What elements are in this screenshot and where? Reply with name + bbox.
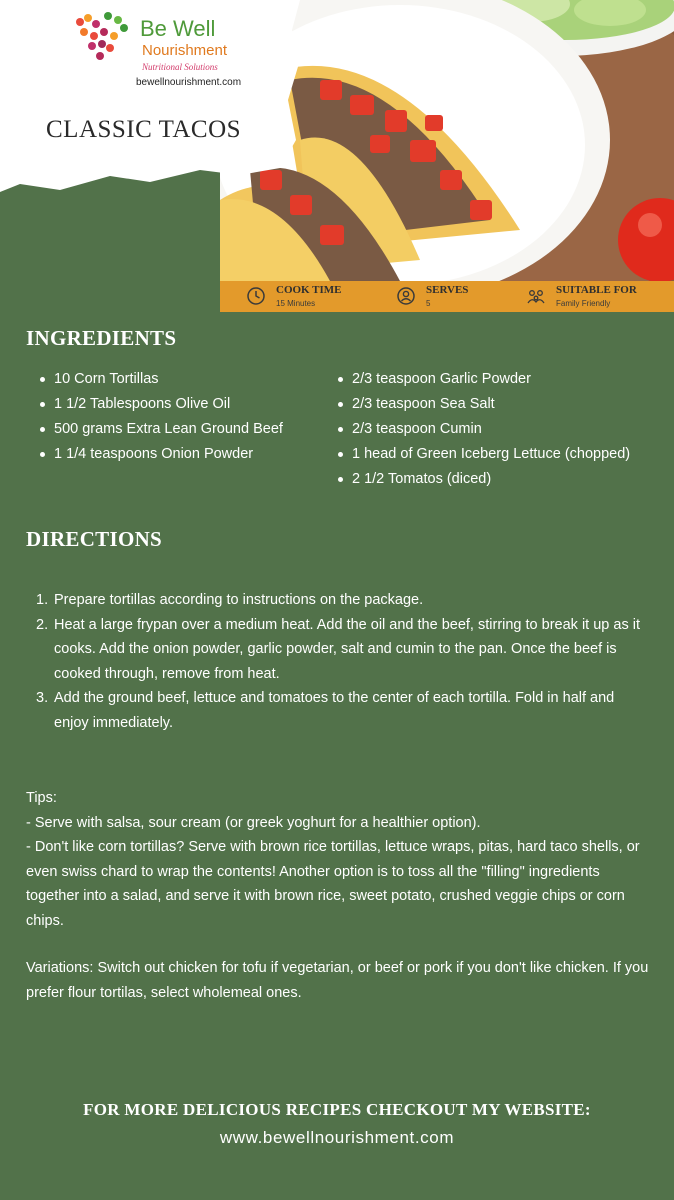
clock-icon (246, 286, 266, 306)
ingredients-list-left (38, 367, 283, 467)
tip-item: - Don't like corn tortillas? Serve with brown rice tortillas, lettuce wraps, pitas, hard taco shells, or even swiss chard to wrap the contents! Another option is to toss all the "filling" ingredients together into a salad, and serve it with brown rice, sweet potato, crushed veggie chips or corn chips. (26, 839, 640, 929)
direction-step: 2. Heat a large frypan over a medium heat. Add the oil and the beef, stirring to break it up as it cooks. Add the onion powder, garlic powder, salt and cumin to the pan. Once the beef is cooked through, remove from heat. (36, 616, 640, 682)
direction-step: 3. Add the ground beef, lettuce and tomatoes to the center of each tortilla. Fold in half and enjoy immediately. (36, 690, 615, 731)
footer-website-link[interactable]: www.bewellnourishment.com (219, 1128, 455, 1147)
ingredient-item: 500 grams Extra Lean Ground Beef (38, 417, 283, 442)
ingredient-item: 10 Corn Tortillas (38, 367, 283, 392)
serves-label: SERVES (426, 284, 469, 296)
hero-section (0, 0, 674, 312)
ingredient-item: 2 1/2 Tomatos (diced) (336, 467, 630, 492)
directions-heading: DIRECTIONS (26, 527, 163, 551)
recipe-title: CLASSIC TACOS (46, 116, 242, 143)
directions-list (36, 588, 648, 735)
ingredient-item: 1 1/2 Tablespoons Olive Oil (38, 392, 283, 417)
suitable-for-label: SUITABLE FOR (556, 284, 637, 296)
ingredient-item: 2/3 teaspoon Garlic Powder (336, 367, 630, 392)
ingredients-heading: INGREDIENTS (26, 326, 177, 350)
suitable-for-value: Family Friendly (556, 299, 611, 308)
brand-website[interactable]: bewellnourishment.com (136, 77, 242, 88)
cook-time-label: COOK TIME (276, 284, 342, 296)
serves-value: 5 (426, 299, 431, 308)
brand-name-line1: Be Well (140, 16, 216, 41)
direction-step-text: Heat a large frypan over a medium heat. Add the oil and the beef, stirring to break it up as it cooks. Add the onion powder, garlic powder, salt and cumin to the pan. Once the beef is cooked through, remove from heat. (54, 616, 640, 682)
brand-tagline: Nutritional Solutions (142, 62, 218, 72)
brand-name-line2: Nourishment (142, 42, 228, 59)
ingredient-item: 1 head of Green Iceberg Lettuce (chopped) (336, 442, 630, 467)
person-icon (396, 286, 416, 306)
direction-step: 1. Prepare tortillas according to instructions on the package. (36, 592, 424, 608)
heart-logo-icon (66, 6, 136, 68)
direction-step-text: Prepare tortillas according to instructions on the package. (54, 592, 424, 608)
family-icon (526, 286, 546, 306)
tip-item: - Serve with salsa, sour cream (or greek yoghurt for a healthier option). (26, 814, 481, 831)
direction-step-text: Add the ground beef, lettuce and tomatoes to the center of each tortilla. Fold in half and enjoy immediately. (54, 690, 615, 731)
ingredient-item: 2/3 teaspoon Cumin (336, 417, 630, 442)
ingredient-item: 2/3 teaspoon Sea Salt (336, 392, 630, 417)
ingredient-item: 1 1/4 teaspoons Onion Powder (38, 442, 283, 467)
cook-time-value: 15 Minutes (276, 299, 316, 308)
info-strip (220, 281, 674, 312)
brand-logo (66, 6, 266, 91)
footer-title: FOR MORE DELICIOUS RECIPES CHECKOUT MY WEBSITE: (83, 1100, 591, 1119)
ingredients-list-right (336, 367, 630, 492)
variations-text: Variations: Switch out chicken for tofu if vegetarian, or beef or pork if you don't like chicken. If you prefer flour tortilas, select wholemeal ones. (26, 960, 649, 1001)
tips-heading: Tips: (26, 790, 57, 806)
tips-section (26, 786, 656, 933)
